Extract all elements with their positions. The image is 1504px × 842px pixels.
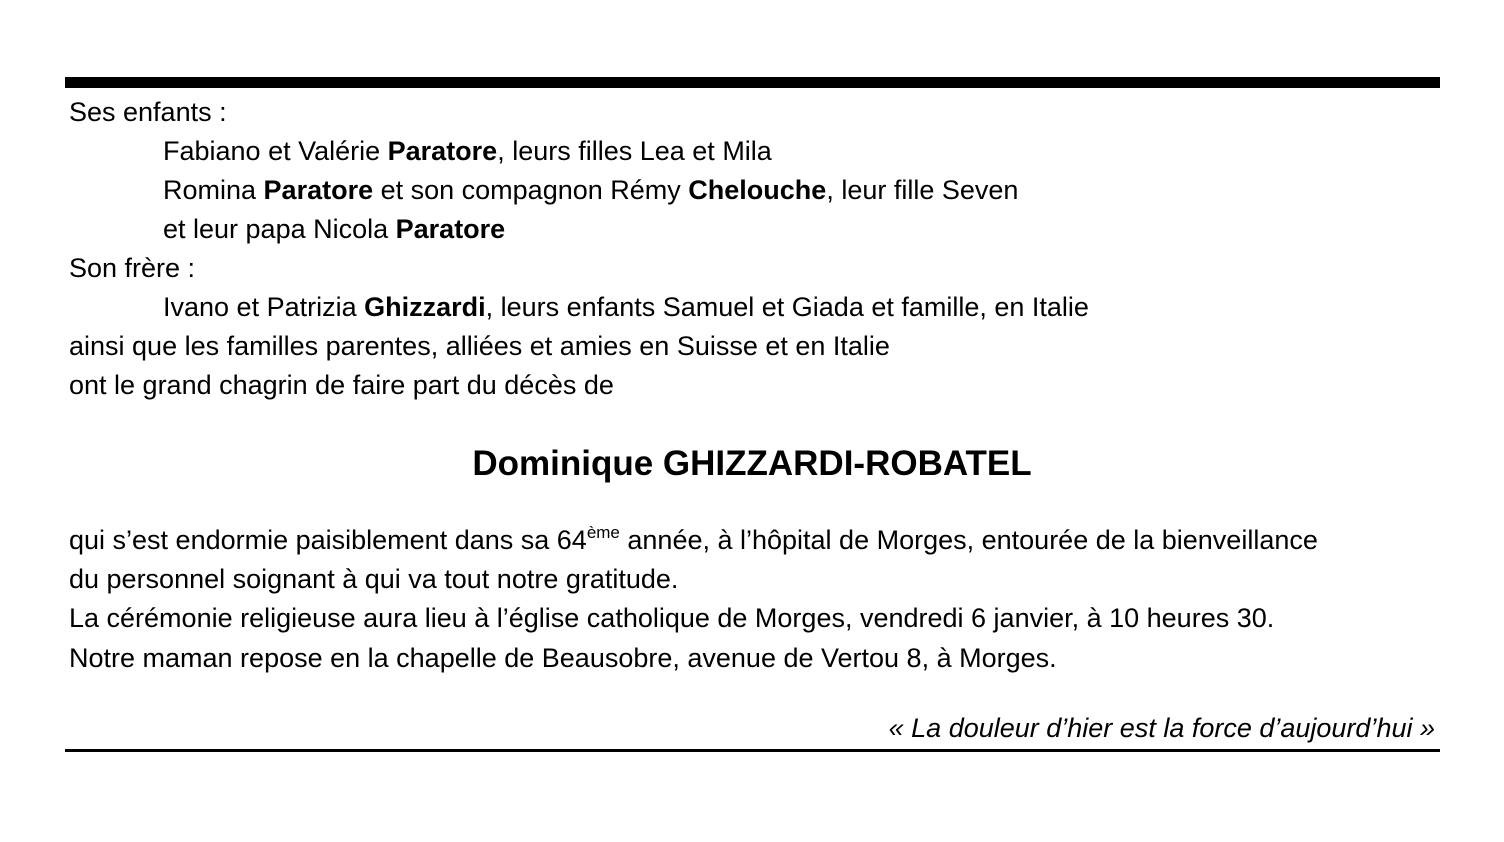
surname: Ghizzardi bbox=[364, 292, 486, 322]
brother-heading: Son frère : bbox=[69, 253, 196, 283]
text: qui s’est endormie paisiblement dans sa 64 bbox=[69, 525, 587, 555]
text: , leurs filles Lea et Mila bbox=[497, 136, 772, 166]
announcement-line: ont le grand chagrin de faire part du décès de bbox=[69, 370, 614, 400]
text: et leur papa Nicola bbox=[163, 214, 396, 244]
text: année, à l’hôpital de Morges, entourée de la bienveillance bbox=[619, 525, 1318, 555]
surname: Paratore bbox=[263, 175, 374, 205]
text: Romina bbox=[163, 175, 264, 205]
resting-place-line: Notre maman repose en la chapelle de Beausobre, avenue de Vertou 8, à Morges. bbox=[69, 643, 1057, 673]
surname: Paratore bbox=[387, 136, 498, 166]
children-heading: Ses enfants : bbox=[69, 97, 227, 127]
child-line-romina bbox=[163, 174, 1018, 206]
relatives-line: ainsi que les familles parentes, alliées et amies en Suisse et en Italie bbox=[69, 331, 890, 361]
bottom-divider bbox=[65, 749, 1440, 752]
text: , leur fille Seven bbox=[826, 175, 1019, 205]
closing-quote: « La douleur d’hier est la force d’aujourd’hui » bbox=[888, 713, 1435, 743]
text: Fabiano et Valérie bbox=[163, 136, 388, 166]
text: , leurs enfants Samuel et Giada et famille, en Italie bbox=[485, 292, 1089, 322]
surname: Paratore bbox=[395, 214, 506, 244]
text: Ivano et Patrizia bbox=[163, 292, 365, 322]
top-divider bbox=[65, 77, 1440, 88]
deceased-name: Dominique GHIZZARDI-ROBATEL bbox=[472, 444, 1032, 483]
surname: Chelouche bbox=[688, 175, 827, 205]
child-line-fabiano bbox=[163, 135, 772, 167]
details-line-1 bbox=[69, 524, 1318, 556]
ordinal-suffix: ème bbox=[586, 523, 620, 542]
details-line-2: du personnel soignant à qui va tout notre gratitude. bbox=[69, 564, 679, 594]
child-line-nicola bbox=[163, 213, 505, 245]
brother-line bbox=[163, 291, 1089, 323]
ceremony-line: La cérémonie religieuse aura lieu à l’église catholique de Morges, vendredi 6 janvier, à 10 heures 30. bbox=[69, 603, 1275, 633]
text: et son compagnon Rémy bbox=[373, 175, 689, 205]
